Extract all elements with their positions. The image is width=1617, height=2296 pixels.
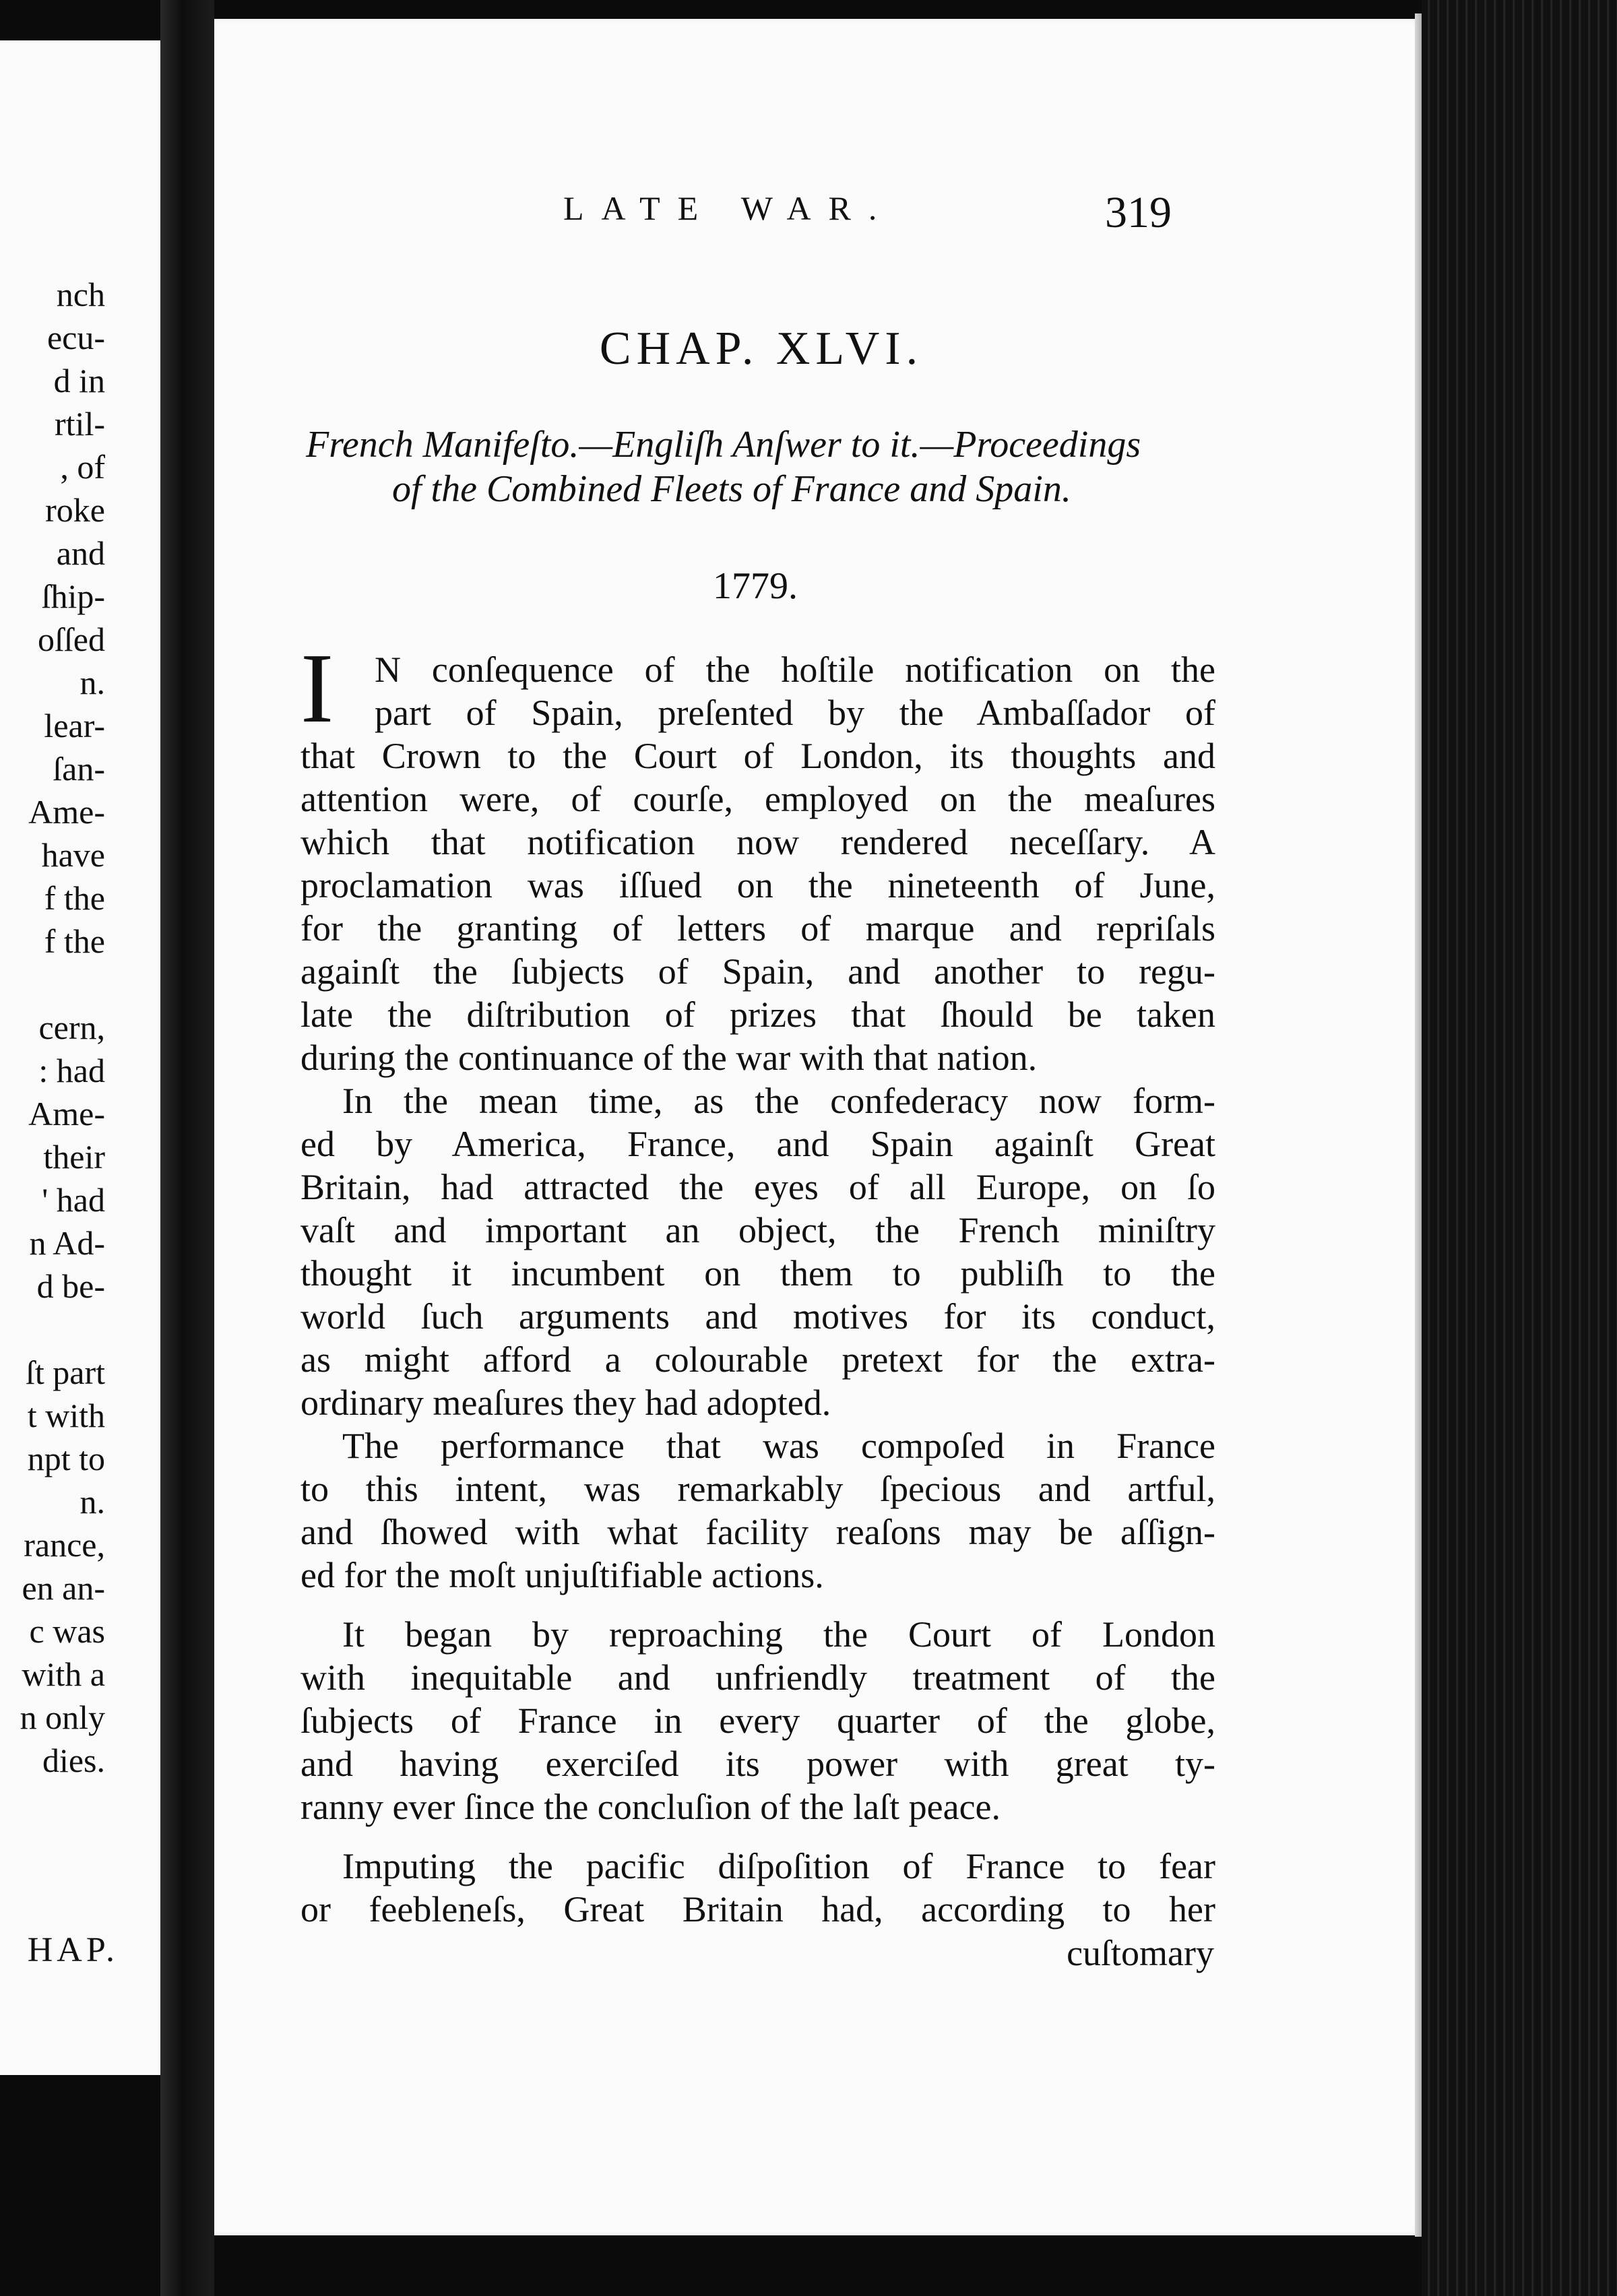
left-page-chapter-catchword: HAP. [27,1931,119,1969]
left-page-line: with a [22,1655,105,1693]
left-page-line: f the [44,922,105,960]
body-line: The performance that was compoſed in France [342,1426,1215,1466]
left-page-line: roke [45,491,105,529]
body-line: ſubjects of France in every quarter of the globe, [300,1700,1215,1741]
body-line: attention were, of courſe, employed on the meaſures [300,779,1215,819]
body-line: Britain, had attracted the eyes of all Europe, on ſo [300,1167,1215,1207]
body-line: ed for the moſt unjuſtifiable actions. [300,1555,824,1595]
running-head: LATE WAR. [563,189,895,227]
body-line: and having exerciſed its power with great ty- [300,1744,1215,1784]
body-line: for the granting of letters of marque and repriſals [300,908,1215,949]
left-page-line: d in [53,362,105,400]
chapter-title: CHAP. XLVI. [599,323,924,375]
body-line: that Crown to the Court of London, its thoughts and [300,736,1215,776]
left-page-line: Ame- [28,1095,105,1133]
body-line: thought it incumbent on them to publiſh to the [300,1253,1215,1294]
body-line: which that notification now rendered neceſſary. A [300,822,1215,862]
left-page-line: dies. [42,1742,105,1779]
left-page-line: npt to [27,1440,105,1477]
body-line: ranny ever ſince the concluſion of the laſt peace. [300,1787,1001,1827]
body-line: Imputing the pacific diſpoſition of France to fear [342,1846,1215,1886]
left-page-line: oſſed [38,620,105,658]
left-page-line: their [43,1138,105,1176]
left-page-line: t with [27,1397,105,1434]
left-page-line: n Ad- [29,1224,105,1262]
body-line: during the continuance of the war with that nation. [300,1038,1038,1078]
left-page-line: en an- [22,1569,105,1607]
left-page-line: f the [44,879,105,917]
body-line: or feebleneſs, Great Britain had, according to her [300,1889,1215,1930]
body-line: It began by reproaching the Court of London [342,1614,1215,1655]
left-page-line: ſt part [25,1353,105,1391]
left-page-line: : had [38,1052,105,1089]
left-page-line: n only [20,1698,105,1736]
body-line: N conſequence of the hoſtile notification on the [375,649,1215,690]
left-page-line: ſhip- [41,577,105,615]
left-page-line: n. [80,664,105,701]
drop-cap: I [300,633,334,744]
left-page-line: d be- [36,1267,105,1305]
body-line: with inequitable and unfriendly treatment of the [300,1657,1215,1698]
left-page-line: ' had [42,1181,105,1219]
body-line: In the mean time, as the confederacy now form- [342,1081,1215,1121]
body-line: vaſt and important an object, the French miniſtry [300,1210,1215,1250]
year-heading: 1779. [713,565,798,607]
body-line: againſt the ſubjects of Spain, and another to regu- [300,951,1215,992]
left-page-line: lear- [44,707,105,744]
left-page-line: , of [60,448,105,486]
body-line: ordinary meaſures they had adopted. [300,1382,831,1423]
left-page-line: cern, [38,1009,105,1046]
left-page-line: n. [80,1483,105,1521]
catchword: cuſtomary [1067,1933,1214,1973]
left-page-line: Ame- [28,793,105,831]
body-line: world ſuch arguments and motives for its conduct, [300,1296,1215,1337]
body-line: ed by America, France, and Spain againſt Great [300,1124,1215,1164]
left-page-line: rance, [24,1526,105,1564]
left-page-line: have [41,836,105,874]
chapter-summary-line: French Manifeſto.—Engliſh Anſwer to it.—Proceedings [306,424,1141,466]
left-page-line: c was [29,1612,105,1650]
body-line: part of Spain, preſented by the Ambaſſador of [375,693,1215,733]
page-number: 319 [1105,188,1172,237]
left-page-line: rtil- [55,405,105,443]
left-page-line: and [56,534,105,572]
chapter-summary-line: of the Combined Fleets of France and Spain. [392,468,1071,510]
body-line: late the diſtribution of prizes that ſhould be taken [300,994,1215,1035]
body-line: to this intent, was remarkably ſpecious and artful, [300,1469,1215,1509]
left-page-line: ſan- [53,750,105,788]
body-line: and ſhowed with what facility reaſons may be aſſign- [300,1512,1215,1552]
left-page-line: nch [56,276,105,313]
left-page-line: ecu- [46,319,105,356]
body-line: proclamation was iſſued on the nineteenth of June, [300,865,1215,905]
body-line: as might afford a colourable pretext for the extra- [300,1339,1215,1380]
